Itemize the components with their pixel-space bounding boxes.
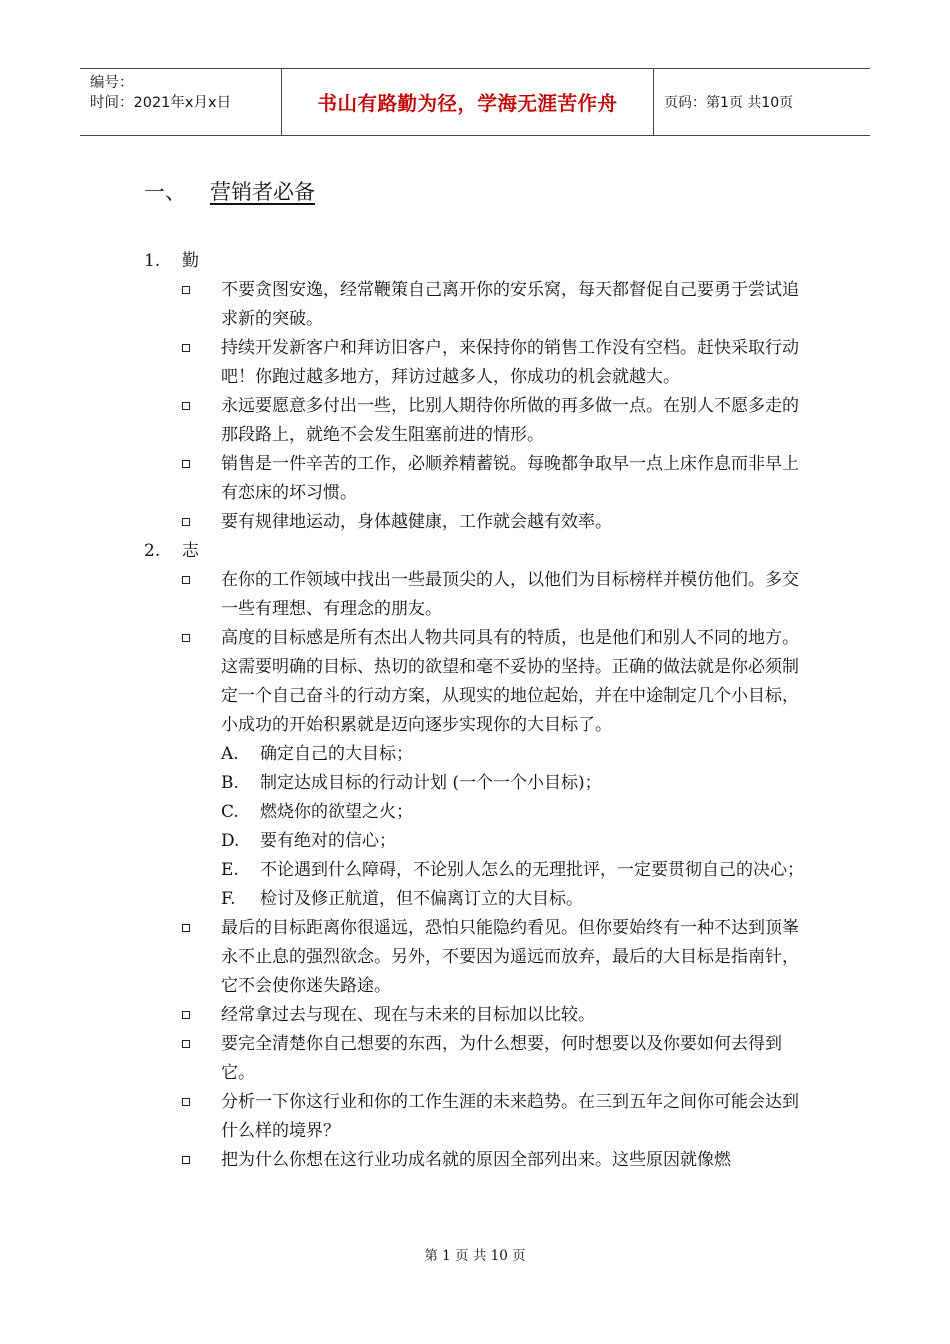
bullet-text: 高度的目标感是所有杰出人物共同具有的特质，也是他们和别人不同的地方。这需要明确的目标、热切的欲望和毫不妥协的坚持。正确的做法就是你必须制定一个自己奋斗的行动方案，从现实的地位起始，并在中途制定几个小目标，小成功的开始积累就是迈向逐步实现你的大目标了。: [221, 628, 799, 735]
sub-item-label: F.: [221, 889, 236, 909]
bullet-text: 永远要愿意多付出一些，比别人期待你所做的再多做一点。在别人不愿多走的那段路上，就绝不会发生阻塞前进的情形。: [221, 396, 799, 445]
header-meta: [80, 69, 282, 135]
bullet-item: [0, 450, 810, 508]
sub-item: [0, 798, 810, 827]
square-bullet-icon: [182, 344, 190, 352]
section-number: 一、: [144, 180, 186, 204]
sub-item-text: 确定自己的大目标；: [260, 744, 413, 764]
item-title: 志: [182, 541, 199, 561]
bullet-item: [0, 1030, 810, 1088]
bullet-item: [0, 276, 810, 334]
square-bullet-icon: [182, 402, 190, 410]
square-bullet-icon: [182, 1098, 190, 1106]
item-heading: [0, 247, 950, 276]
header-page-info: 页码：第1页 共10页: [664, 95, 794, 111]
sub-item-label: D.: [221, 831, 240, 851]
bullet-item: [0, 1146, 810, 1175]
item-number: 2.: [144, 541, 161, 561]
bullet-text: 最后的目标距离你很遥远，恐怕只能隐约看见。但你要始终有一种不达到顶峯永不止息的强烈欲念。另外，不要因为遥远而放弃，最后的大目标是指南针，它不会使你迷失路途。: [221, 918, 799, 996]
square-bullet-icon: [182, 1011, 190, 1019]
sub-item: [0, 769, 810, 798]
bullet-text: 要有规律地运动，身体越健康，工作就会越有效率。: [221, 512, 612, 532]
sub-item: [0, 827, 810, 856]
sub-item-label: C.: [221, 802, 239, 822]
square-bullet-icon: [182, 924, 190, 932]
square-bullet-icon: [182, 286, 190, 294]
sub-item-label: E.: [221, 860, 239, 880]
sub-item: [0, 856, 810, 885]
square-bullet-icon: [182, 460, 190, 468]
bullet-text: 要完全清楚你自己想要的东西，为什么想要，何时想要以及你要如何去得到它。: [221, 1034, 782, 1083]
number-label: 编号：: [90, 75, 134, 91]
page-header: [80, 68, 870, 136]
document-body: [0, 247, 950, 1175]
bullet-item: [0, 914, 810, 1001]
bullet-item: [0, 334, 810, 392]
square-bullet-icon: [182, 576, 190, 584]
bullet-text: 在你的工作领域中找出一些最顶尖的人，以他们为目标榜样并模仿他们。多交一些有理想、有理念的朋友。: [221, 570, 799, 619]
list-item-ambition: [0, 537, 950, 1175]
bullet-item: [0, 1001, 810, 1030]
bullet-text: 不要贪图安逸，经常鞭策自己离开你的安乐窝，每天都督促自己要勇于尝试追求新的突破。: [221, 280, 799, 329]
sub-item: [0, 885, 810, 914]
sub-item-text: 要有绝对的信心；: [260, 831, 396, 851]
item-number: 1.: [144, 251, 161, 271]
bullet-item: [0, 508, 810, 537]
header-motto: 书山有路勤为径，学海无涯苦作舟: [282, 69, 654, 135]
square-bullet-icon: [182, 1156, 190, 1164]
sub-item-text: 不论遇到什么障碍，不论别人怎么的无理批评，一定要贯彻自己的决心；: [260, 860, 804, 880]
time-label: 时间：2021年x月x日: [90, 95, 232, 111]
sub-item-text: 燃烧你的欲望之火；: [260, 802, 413, 822]
bullet-text: 经常拿过去与现在、现在与未来的目标加以比较。: [221, 1005, 595, 1025]
bullet-item: [0, 624, 810, 740]
page-footer: 第 1 页 共 10 页: [424, 1248, 526, 1264]
bullet-text: 把为什么你想在这行业功成名就的原因全部列出来。这些原因就像燃: [221, 1150, 731, 1170]
bullet-item: [0, 1088, 810, 1146]
list-item-diligence: [0, 247, 950, 537]
sub-item-text: 制定达成目标的行动计划 (一个一个小目标)；: [260, 773, 602, 793]
sub-item-label: B.: [221, 773, 239, 793]
bullet-text: 分析一下你这行业和你的工作生涯的未来趋势。在三到五年之间你可能会达到什么样的境界？: [221, 1092, 799, 1141]
bullet-item: [0, 392, 810, 450]
square-bullet-icon: [182, 1040, 190, 1048]
square-bullet-icon: [182, 634, 190, 642]
sub-item: [0, 740, 810, 769]
bullet-text: 持续开发新客户和拜访旧客户，来保持你的销售工作没有空档。赶快采取行动吧！你跑过越多地方，拜访过越多人，你成功的机会就越大。: [221, 338, 799, 387]
bullet-text: 销售是一件辛苦的工作，必顺养精蓄锐。每晚都争取早一点上床作息而非早上有恋床的坏习惯。: [221, 454, 799, 503]
section-heading: [144, 176, 315, 208]
bullet-item: [0, 566, 810, 624]
section-title: 营销者必备: [210, 180, 315, 204]
sub-item-label: A.: [221, 744, 239, 764]
item-heading: [0, 537, 950, 566]
square-bullet-icon: [182, 518, 190, 526]
item-title: 勤: [182, 251, 199, 271]
sub-item-text: 检讨及修正航道，但不偏离订立的大目标。: [260, 889, 583, 909]
